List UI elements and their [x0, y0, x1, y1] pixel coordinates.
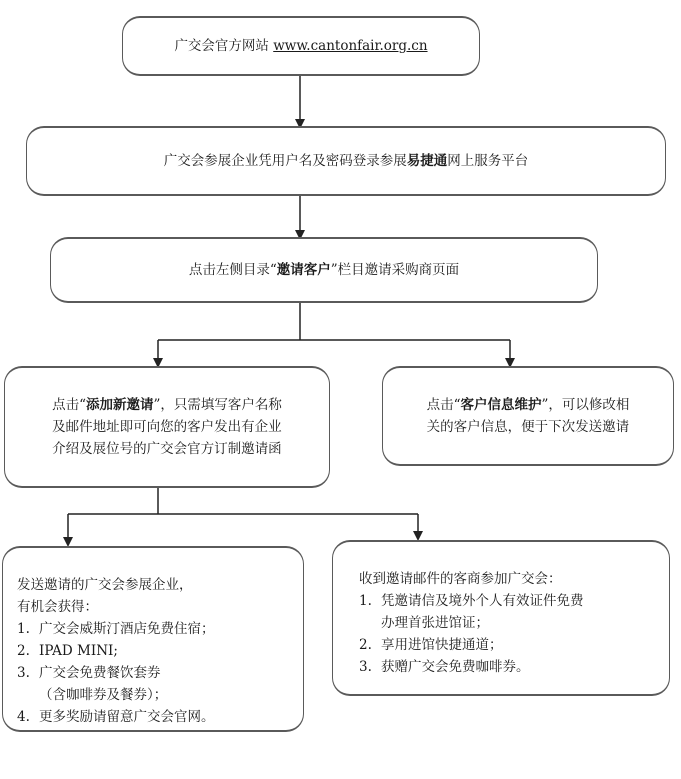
step2-before: 广交会参展企业凭用户名及密码登录参展 [163, 153, 407, 169]
step-buyer-benefits [332, 540, 670, 696]
step-login-platform [26, 126, 666, 196]
item-number: 3. [359, 659, 372, 675]
step3-after: ”栏目邀请采购商页面 [330, 262, 460, 278]
item-text: 办理首张进馆证； [381, 615, 489, 631]
step1-prefix: 广交会官方网站 [174, 38, 274, 54]
list-item [359, 590, 655, 612]
item-text: 广交会免费餐饮套券 [39, 665, 161, 681]
step4-right-line1-bold: 客户信息维护 [460, 397, 542, 413]
item-number: 1. [17, 621, 30, 637]
item-text: 更多奖励请留意广交会官网。 [39, 709, 215, 725]
step4-left-line1-before: 点击“ [52, 397, 86, 413]
website-link[interactable]: www.cantonfair.org.cn [273, 38, 428, 54]
item-text: （含咖啡券及餐券）； [39, 687, 168, 703]
item-number: 2. [359, 637, 372, 653]
step-add-new-invitation [4, 366, 330, 488]
list-item [17, 684, 289, 706]
step4-right-line1-after: ”，可以修改相 [541, 397, 630, 413]
step5-left-heading1: 发送邀请的广交会参展企业， [17, 577, 193, 593]
step2-after: 网上服务平台 [447, 153, 529, 169]
item-text: 凭邀请信及境外个人有效证件免费 [381, 593, 584, 609]
step5-left-heading2: 有机会获得： [17, 599, 98, 615]
item-text: 广交会威斯汀酒店免费住宿； [39, 621, 215, 637]
step4-left-line3: 介绍及展位号的广交会官方订制邀请函 [52, 441, 282, 457]
item-number: 4. [17, 709, 30, 725]
list-item [17, 618, 289, 640]
step4-right-line2: 关的客户信息，便于下次发送邀请 [426, 419, 630, 435]
list-item [17, 706, 289, 728]
item-number: 1. [359, 593, 372, 609]
item-text: 获赠广交会免费咖啡券。 [381, 659, 530, 675]
list-item [359, 612, 655, 634]
item-number: 2. [17, 643, 30, 659]
step-customer-info-maintenance [382, 366, 674, 466]
step4-right-line1-before: 点击“ [426, 397, 461, 413]
step3-before: 点击左侧目录“ [188, 262, 277, 278]
step-invite-customers [50, 237, 598, 303]
list-item [17, 662, 289, 684]
item-text: IPAD MINI; [39, 643, 118, 659]
step2-bold: 易捷通 [406, 153, 448, 169]
step-visit-website [122, 16, 480, 76]
step3-bold: 邀请客户 [276, 262, 331, 278]
buyer-benefits-list [359, 590, 655, 678]
step4-left-line2: 及邮件地址即可向您的客户发出有企业 [52, 419, 282, 435]
exhibitor-rewards-list [17, 618, 289, 728]
step4-left-line1-after: ”，只需填写客户名称 [153, 397, 282, 413]
item-text: 享用进馆快捷通道； [381, 637, 503, 653]
list-item [359, 634, 655, 656]
step-exhibitor-rewards [2, 546, 304, 732]
list-item [17, 640, 289, 662]
list-item [359, 656, 655, 678]
item-number: 3. [17, 665, 30, 681]
step5-right-heading: 收到邀请邮件的客商参加广交会： [359, 571, 562, 587]
step4-left-line1-bold: 添加新邀请 [86, 397, 154, 413]
